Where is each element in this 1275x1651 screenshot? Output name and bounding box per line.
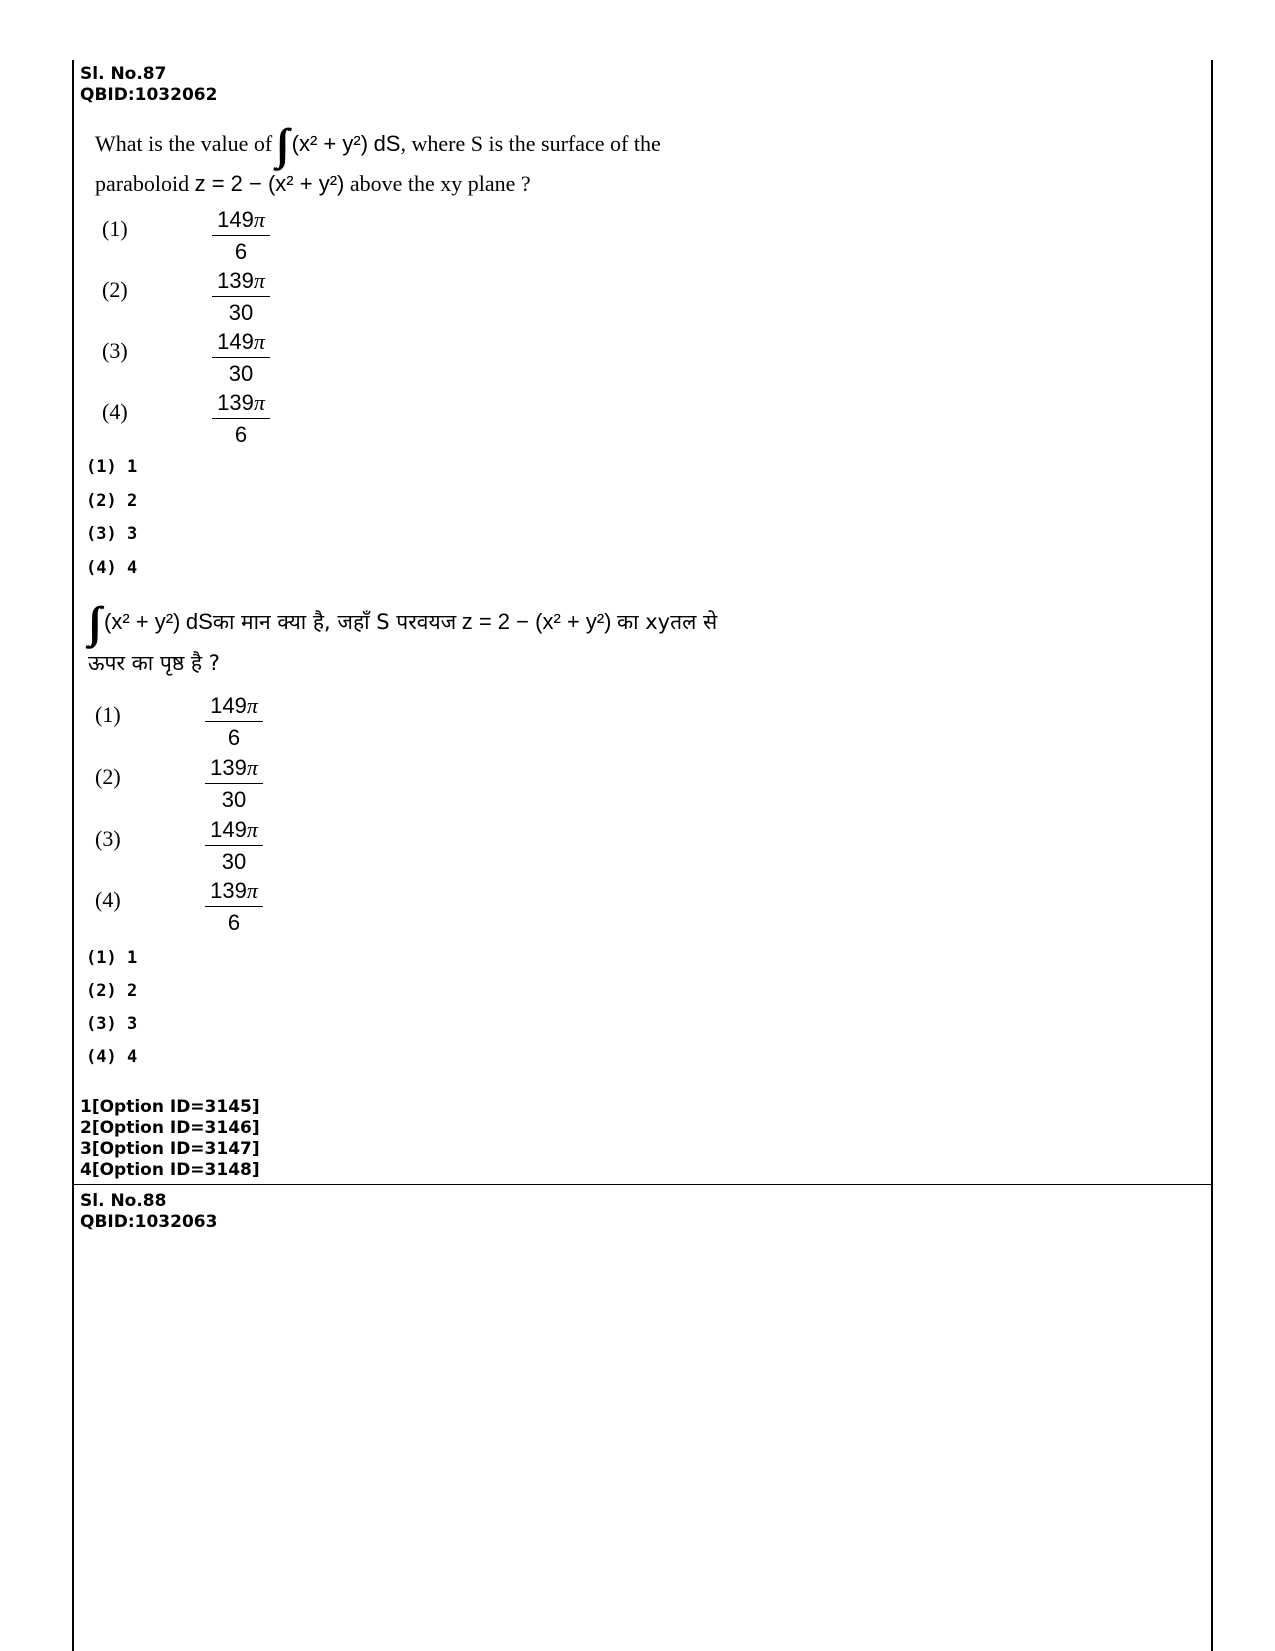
option-id-list [80,1097,260,1181]
answer-choice-2[interactable]: (2) 2 [86,491,138,511]
option-en-4: (4) $\frac{139\pi}{6}$ [102,389,402,451]
qbid: QBID:1032063 [80,1212,218,1232]
question-divider [72,1184,1213,1185]
option-hi-3: (3) $\frac{149\pi}{30}$ [95,816,395,878]
answer-choice-3[interactable]: (3) 3 [86,524,138,544]
serial-number: Sl. No.88 [80,1191,167,1211]
right-border [1211,60,1213,1651]
option-hi-4: (4) $\frac{139\pi}{6}$ [95,877,395,939]
qbid: QBID:1032062 [80,85,218,105]
answer-choice-hi-1[interactable]: (1) 1 [86,948,138,968]
answer-choice-4[interactable]: (4) 4 [86,558,138,578]
option-en-2: (2) $\frac{139\pi}{30}$ [102,267,402,329]
option-en-3: (3) $\frac{149\pi}{30}$ [102,328,402,390]
question-text-en-line1: What is the value of (x² + y²) dS, where S is the surface of the [95,131,661,156]
question-header-88 [80,1191,217,1233]
serial-number: Sl. No.87 [80,64,167,84]
answer-choice-hi-2[interactable]: (2) 2 [86,981,138,1001]
question-header [80,64,217,106]
fraction: $\frac{149\pi}{6}$ [205,692,263,752]
option-hi-2: (2) $\frac{139\pi}{30}$ [95,754,395,816]
fraction: $\frac{139\pi}{30}$ [205,754,263,814]
option-en-1: (1) $\frac{149\pi}{6}$ [102,206,402,268]
fraction: $\frac{149\pi}{30}$ [205,816,263,876]
question-text-en-line2: paraboloid z = 2 − (x² + y²) above the xy plane ? [95,171,531,196]
fraction: $\frac{139\pi}{30}$ [212,267,270,327]
fraction: $\frac{139\pi}{6}$ [212,389,270,449]
option-id: 3[Option ID=3147] [80,1139,260,1159]
option-hi-1: (1) $\frac{149\pi}{6}$ [95,692,395,754]
question-text-hi-line1: (x² + y²) dSका मान क्या है, जहाँ S परवयज z = 2 − (x² + y²) का xyतल से [104,609,718,634]
fraction: $\frac{149\pi}{6}$ [212,206,270,266]
option-id: 1[Option ID=3145] [80,1097,260,1117]
fraction: $\frac{139\pi}{6}$ [205,877,263,937]
option-id: 4[Option ID=3148] [80,1160,260,1180]
question-text-hi-line2: ऊपर का पृष्ठ है ? [88,651,220,675]
option-id: 2[Option ID=3146] [80,1118,260,1138]
answer-choice-hi-4[interactable]: (4) 4 [86,1047,138,1067]
answer-choice-hi-3[interactable]: (3) 3 [86,1014,138,1034]
answer-choice-1[interactable]: (1) 1 [86,457,138,477]
fraction: $\frac{149\pi}{30}$ [212,328,270,388]
left-border [72,60,74,1651]
